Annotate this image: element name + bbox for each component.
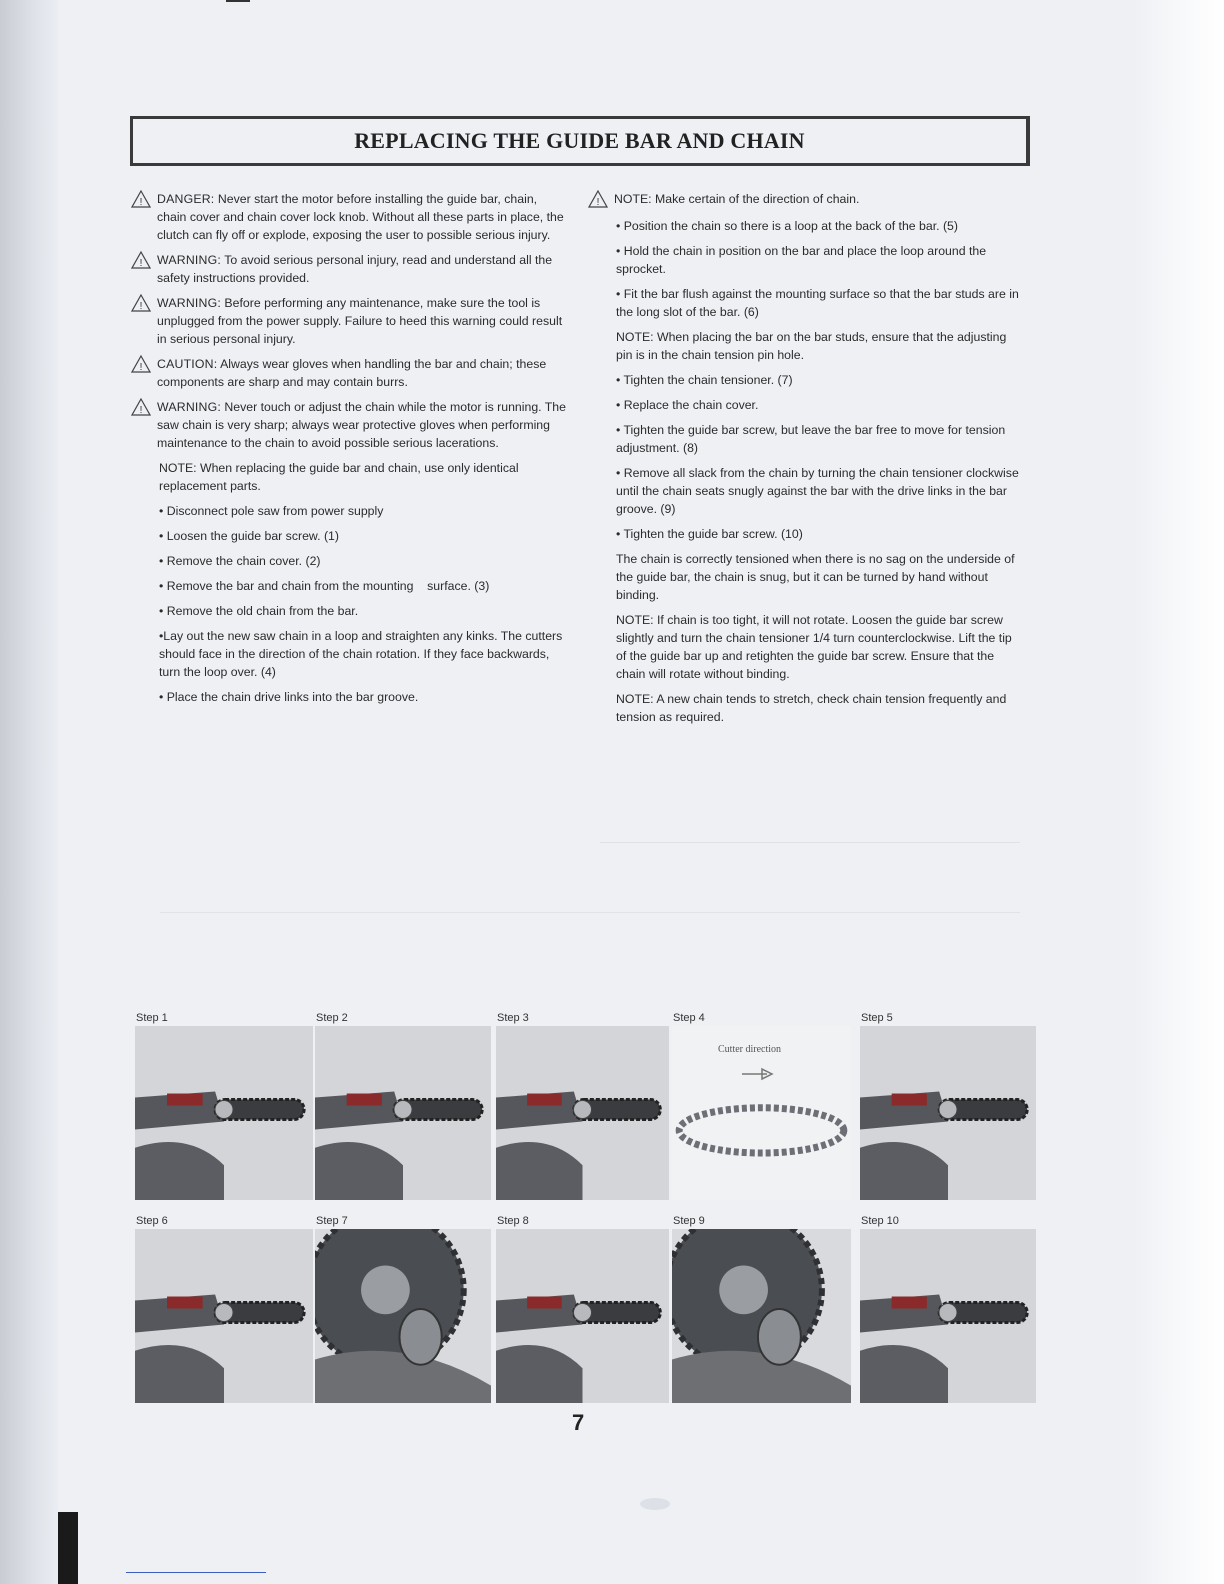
warning-triangle-icon bbox=[131, 355, 157, 375]
bleed-through bbox=[600, 842, 1020, 843]
step-label: Step 10 bbox=[861, 1215, 899, 1227]
step-instruction: • Place the chain drive links into the bar groove. bbox=[159, 690, 419, 704]
step-instruction: • Remove the old chain from the bar. bbox=[159, 604, 359, 618]
warning-block bbox=[131, 190, 569, 244]
step-instruction: • Remove the bar and chain from the mounting surface. (3) bbox=[159, 579, 490, 593]
scan-edge bbox=[58, 1512, 78, 1584]
svg-text:!: ! bbox=[139, 405, 143, 416]
scan-mark bbox=[226, 0, 250, 2]
instruction-paragraph: • Tighten the chain tensioner. (7) bbox=[616, 373, 793, 387]
page-title: REPLACING THE GUIDE BAR AND CHAIN bbox=[354, 128, 805, 153]
step-photo bbox=[860, 1229, 1036, 1403]
step-photo bbox=[135, 1026, 313, 1200]
warning-triangle-icon bbox=[131, 251, 157, 271]
step-label: Step 1 bbox=[136, 1012, 168, 1024]
warning-text: Always wear gloves when handling the bar and chain; these components are sharp and may contain burrs. bbox=[157, 357, 547, 389]
warning-text: Never start the motor before installing the guide bar, chain, chain cover and chain cover lock knob. Without all these parts in place, the clutch can fly off or explode, exposing the user to possible serious injury. bbox=[157, 192, 564, 242]
step-label: Step 9 bbox=[673, 1215, 705, 1227]
warning-text: Before performing any maintenance, make sure the tool is unplugged from the power supply. Failure to heed this warning could result in serious personal injury. bbox=[157, 296, 563, 346]
step-label: Step 3 bbox=[497, 1012, 529, 1024]
instruction-paragraph: NOTE: When placing the bar on the bar studs, ensure that the adjusting pin is in the chain tension pin hole. bbox=[616, 330, 1007, 362]
svg-text:!: ! bbox=[596, 197, 600, 208]
note-identical-parts: NOTE: When replacing the guide bar and chain, use only identical replacement parts. bbox=[159, 461, 519, 493]
warning-triangle-icon bbox=[588, 190, 614, 210]
step-label: Step 4 bbox=[673, 1012, 705, 1024]
instruction-paragraph: • Fit the bar flush against the mounting surface so that the bar studs are in the long slot of the bar. (6) bbox=[616, 287, 1019, 319]
note-chain-direction: ! NOTE: Make certain of the direction of chain. bbox=[588, 190, 1022, 210]
svg-text:!: ! bbox=[139, 197, 143, 208]
step-label: Step 2 bbox=[316, 1012, 348, 1024]
warning-label: WARNING: bbox=[157, 400, 221, 414]
warning-list bbox=[131, 190, 569, 452]
instruction-paragraph: • Position the chain so there is a loop at the back of the bar. (5) bbox=[616, 219, 958, 233]
step-photo bbox=[315, 1026, 491, 1200]
instruction-paragraph: • Replace the chain cover. bbox=[616, 398, 759, 412]
warning-label: WARNING: bbox=[157, 296, 221, 310]
instruction-paragraph: NOTE: If chain is too tight, it will not rotate. Loosen the guide bar screw slightly and turn the chain tensioner 1/4 turn counterclockwise. Lift the tip of the guide bar up and retighten the guide bar screw. Ensure that the chain will rotate without binding. bbox=[616, 613, 1012, 681]
step-photo bbox=[496, 1229, 669, 1403]
step-instruction: • Loosen the guide bar screw. (1) bbox=[159, 529, 339, 543]
right-paragraph-list bbox=[588, 217, 1022, 726]
warning-triangle-icon bbox=[131, 190, 157, 210]
scan-line bbox=[126, 1572, 266, 1573]
svg-text:!: ! bbox=[139, 258, 143, 269]
instruction-paragraph: • Hold the chain in position on the bar and place the loop around the sprocket. bbox=[616, 244, 987, 276]
step-photo bbox=[135, 1229, 313, 1403]
warning-label: WARNING: bbox=[157, 253, 221, 267]
left-column bbox=[131, 190, 569, 713]
step-label: Step 7 bbox=[316, 1215, 348, 1227]
step-photo bbox=[315, 1229, 491, 1403]
instruction-paragraph: The chain is correctly tensioned when there is no sag on the underside of the guide bar, the chain is snug, but it can be turned by hand without binding. bbox=[616, 552, 1015, 602]
step-instruction: •Lay out the new saw chain in a loop and straighten any kinks. The cutters should face in the direction of the chain rotation. If they face backwards, turn the loop over. (4) bbox=[159, 629, 566, 679]
instruction-paragraph: • Tighten the guide bar screw, but leave the bar free to move for tension adjustment. (8) bbox=[616, 423, 1006, 455]
page-shadow-left bbox=[0, 0, 58, 1584]
section-title-box bbox=[130, 116, 1030, 166]
instruction-paragraph: NOTE: A new chain tends to stretch, check chain tension frequently and tension as required. bbox=[616, 692, 1007, 724]
step-photo bbox=[672, 1026, 851, 1200]
warning-triangle-icon bbox=[131, 398, 157, 418]
warning-block bbox=[131, 398, 569, 452]
step-label: Step 6 bbox=[136, 1215, 168, 1227]
svg-text:!: ! bbox=[139, 301, 143, 312]
right-column bbox=[588, 190, 1022, 733]
left-step-list bbox=[131, 502, 569, 706]
instruction-paragraph: • Tighten the guide bar screw. (10) bbox=[616, 527, 803, 541]
page-number: 7 bbox=[572, 1410, 585, 1435]
step-photo bbox=[860, 1026, 1036, 1200]
warning-text: Never touch or adjust the chain while the motor is running. The saw chain is very sharp; always wear protective gloves when performing maintenance to the chain to avoid possible serious lacerations. bbox=[157, 400, 566, 450]
warning-triangle-icon bbox=[131, 294, 157, 314]
svg-text:!: ! bbox=[139, 362, 143, 373]
warning-block bbox=[131, 294, 569, 348]
instruction-paragraph: • Remove all slack from the chain by turning the chain tensioner clockwise until the chain seats snugly against the bar with the drive links in the bar groove. (9) bbox=[616, 466, 1019, 516]
scan-smudge bbox=[640, 1498, 670, 1510]
bleed-through bbox=[160, 912, 1020, 913]
page-shadow-right bbox=[1134, 0, 1224, 1584]
warning-text: To avoid serious personal injury, read and understand all the safety instructions provided. bbox=[157, 253, 553, 285]
warning-block bbox=[131, 355, 569, 391]
step-photo bbox=[496, 1026, 669, 1200]
warning-label: CAUTION: bbox=[157, 357, 218, 371]
warning-block bbox=[131, 251, 569, 287]
step-instruction: • Remove the chain cover. (2) bbox=[159, 554, 321, 568]
step-instruction: • Disconnect pole saw from power supply bbox=[159, 504, 384, 518]
step-label: Step 5 bbox=[861, 1012, 893, 1024]
warning-label: DANGER: bbox=[157, 192, 215, 206]
step-photo bbox=[672, 1229, 851, 1403]
step-label: Step 8 bbox=[497, 1215, 529, 1227]
cutter-direction-caption: Cutter direction bbox=[718, 1044, 782, 1055]
